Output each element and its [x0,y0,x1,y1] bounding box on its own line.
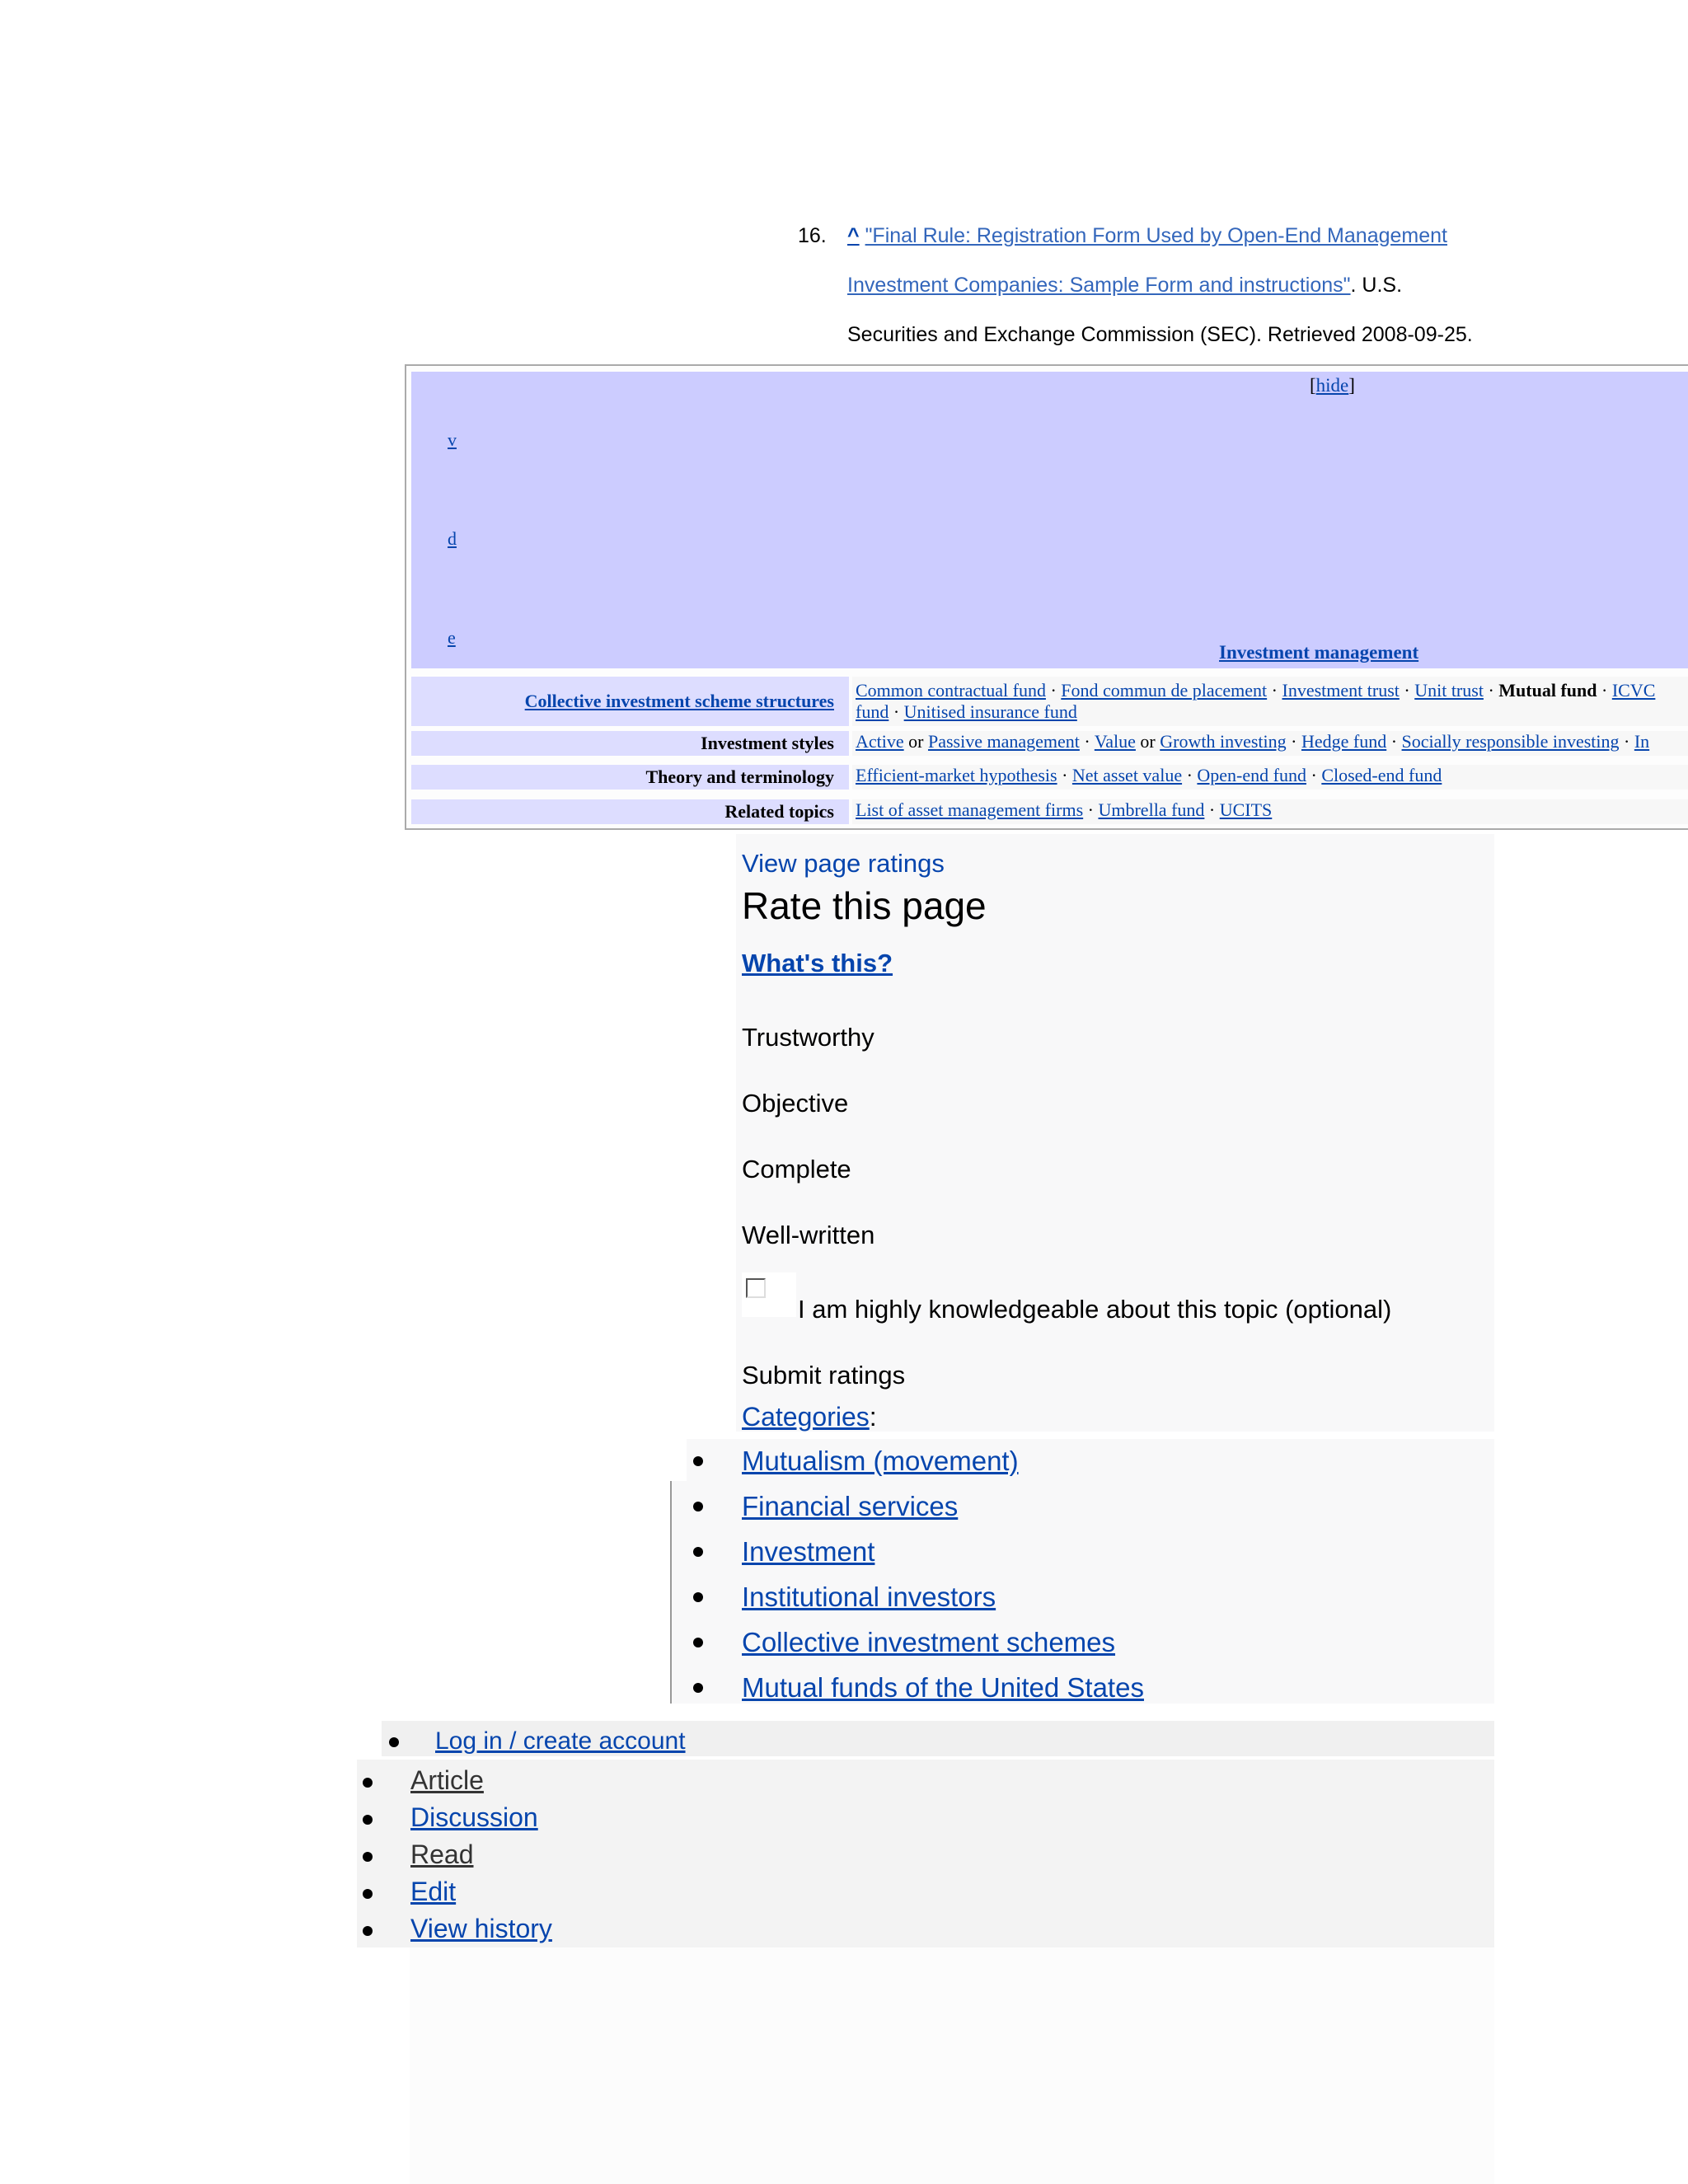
bullet [363,1926,373,1936]
navbox-group-styles: Investment styles [411,731,849,756]
reference-line-2 [847,274,1402,298]
navbox-edit-link[interactable]: e [448,627,456,648]
login-link[interactable]: Log in / create account [435,1727,686,1755]
category-collective-investment-schemes[interactable]: Collective investment schemes [742,1627,1116,1657]
categories-link[interactable]: Categories [742,1402,870,1432]
category-financial-services[interactable]: Financial services [742,1491,959,1521]
category-list-rule [670,1481,672,1704]
category-mutual-funds-us[interactable]: Mutual funds of the United States [742,1672,1144,1703]
navbox-link-sri[interactable]: Socially responsible investing [1401,731,1620,752]
rating-well-written: Well-written [742,1221,875,1249]
navbox-list-related: List of asset management firms · Umbrella fund · UCITS [852,799,1688,824]
bullet [693,1456,703,1466]
navbox-link-unit-trust[interactable]: Unit trust [1414,680,1484,701]
tab-edit[interactable]: Edit [410,1877,457,1906]
bullet [363,1852,373,1862]
reference-number: 16. [798,224,827,247]
rating-complete: Complete [742,1155,851,1183]
navbox-list-styles: Active or Passive management · Value or Growth investing · Hedge fund · Socially responsible investing · In [852,731,1688,756]
rating-objective: Objective [742,1089,849,1118]
tab-view-history[interactable]: View history [410,1914,552,1943]
submit-ratings-button[interactable]: Submit ratings [742,1361,906,1390]
navbox-hide-link[interactable]: hide [1315,375,1349,396]
navbox-link-ucits[interactable]: UCITS [1219,799,1273,820]
category-institutional-investors[interactable]: Institutional investors [742,1582,996,1612]
bullet [693,1683,703,1693]
navbox-link-asset-management-firms[interactable]: List of asset management firms [856,799,1084,820]
navbox-investment-management [405,364,1688,830]
navbox-link-emh[interactable]: Efficient-market hypothesis [856,765,1057,785]
navbox-list-structures: Common contractual fund · Fond commun de placement · Investment trust · Unit trust · Mutual fund · ICVC fund · Unitised insurance fund [852,677,1688,726]
navbox-link-truncated[interactable]: In [1634,731,1650,752]
reference-line-3: Securities and Exchange Commission (SEC). Retrieved 2008-09-25. [847,323,1473,346]
whats-this-link[interactable]: What's this? [742,949,893,977]
navbox-link-passive-management[interactable]: Passive management [927,731,1080,752]
category-investment[interactable]: Investment [742,1536,875,1567]
navbox-link-active[interactable]: Active [856,731,904,752]
view-page-ratings-link[interactable]: View page ratings [742,849,945,878]
navbox-link-fcp[interactable]: Fond commun de placement [1061,680,1268,701]
navbox-link-hedge-fund[interactable]: Hedge fund [1301,731,1387,752]
navbox-link-icvc[interactable]: ICVC [1611,680,1656,701]
knowledgeable-checkbox[interactable] [746,1278,766,1298]
bullet [693,1638,703,1647]
navbox-group-structures [411,677,849,726]
navbox-title-bar [411,372,1688,668]
reference-title-link[interactable]: "Final Rule: Registration Form Used by Open-End Management [865,224,1447,247]
navbox-current-mutual-fund: Mutual fund [1498,680,1597,701]
bullet [363,1778,373,1788]
navbox-discuss-link[interactable]: d [448,528,457,549]
navbox-link-value[interactable]: Value [1094,731,1136,752]
bullet [363,1889,373,1899]
reference-line-1 [847,224,1447,248]
navbox-link-closed-end-fund[interactable]: Closed-end fund [1321,765,1442,785]
navbox-link-nav[interactable]: Net asset value [1071,765,1183,785]
navbox-link-common-contractual-fund[interactable]: Common contractual fund [856,680,1046,701]
bullet [389,1737,399,1747]
navbox-title[interactable]: Investment management [1219,642,1419,663]
navbox-link-icvc-fund[interactable]: fund [856,701,889,722]
bullet [363,1815,373,1825]
navbox-group-structures-link[interactable]: Collective investment scheme structures [524,691,834,711]
navbox-link-investment-trust[interactable]: Investment trust [1282,680,1400,701]
navbox-link-unitised-insurance-fund[interactable]: Unitised insurance fund [903,701,1077,722]
navbox-hide-toggle: [hide] [1310,375,1355,396]
reference-publisher: . U.S. [1350,274,1403,297]
navbox-link-open-end-fund[interactable]: Open-end fund [1197,765,1306,785]
navbox-view-link[interactable]: v [448,429,457,450]
navbox-list-theory: Efficient-market hypothesis · Net asset value · Open-end fund · Closed-end fund [852,765,1688,790]
knowledgeable-label: I am highly knowledgeable about this topic (optional) [798,1295,1392,1324]
bullet [693,1502,703,1511]
reference-backlink[interactable]: ^ [847,224,860,247]
navbox-link-growth-investing[interactable]: Growth investing [1160,731,1287,752]
footer-area [410,1947,1494,2184]
tab-discussion[interactable]: Discussion [410,1802,538,1832]
rate-page-heading: Rate this page [742,884,987,927]
tab-article[interactable]: Article [410,1765,484,1795]
navbox-group-related: Related topics [411,799,849,824]
navbox-link-umbrella-fund[interactable]: Umbrella fund [1098,799,1205,820]
navbox-group-theory: Theory and terminology [411,765,849,790]
bullet [693,1547,703,1557]
categories-label: Categories: [742,1402,877,1432]
tab-read[interactable]: Read [410,1840,474,1869]
category-mutualism[interactable]: Mutualism (movement) [742,1446,1019,1476]
rating-trustworthy: Trustworthy [742,1023,874,1052]
bullet [693,1592,703,1602]
reference-title-link-cont[interactable]: Investment Companies: Sample Form and instructions" [847,274,1351,297]
